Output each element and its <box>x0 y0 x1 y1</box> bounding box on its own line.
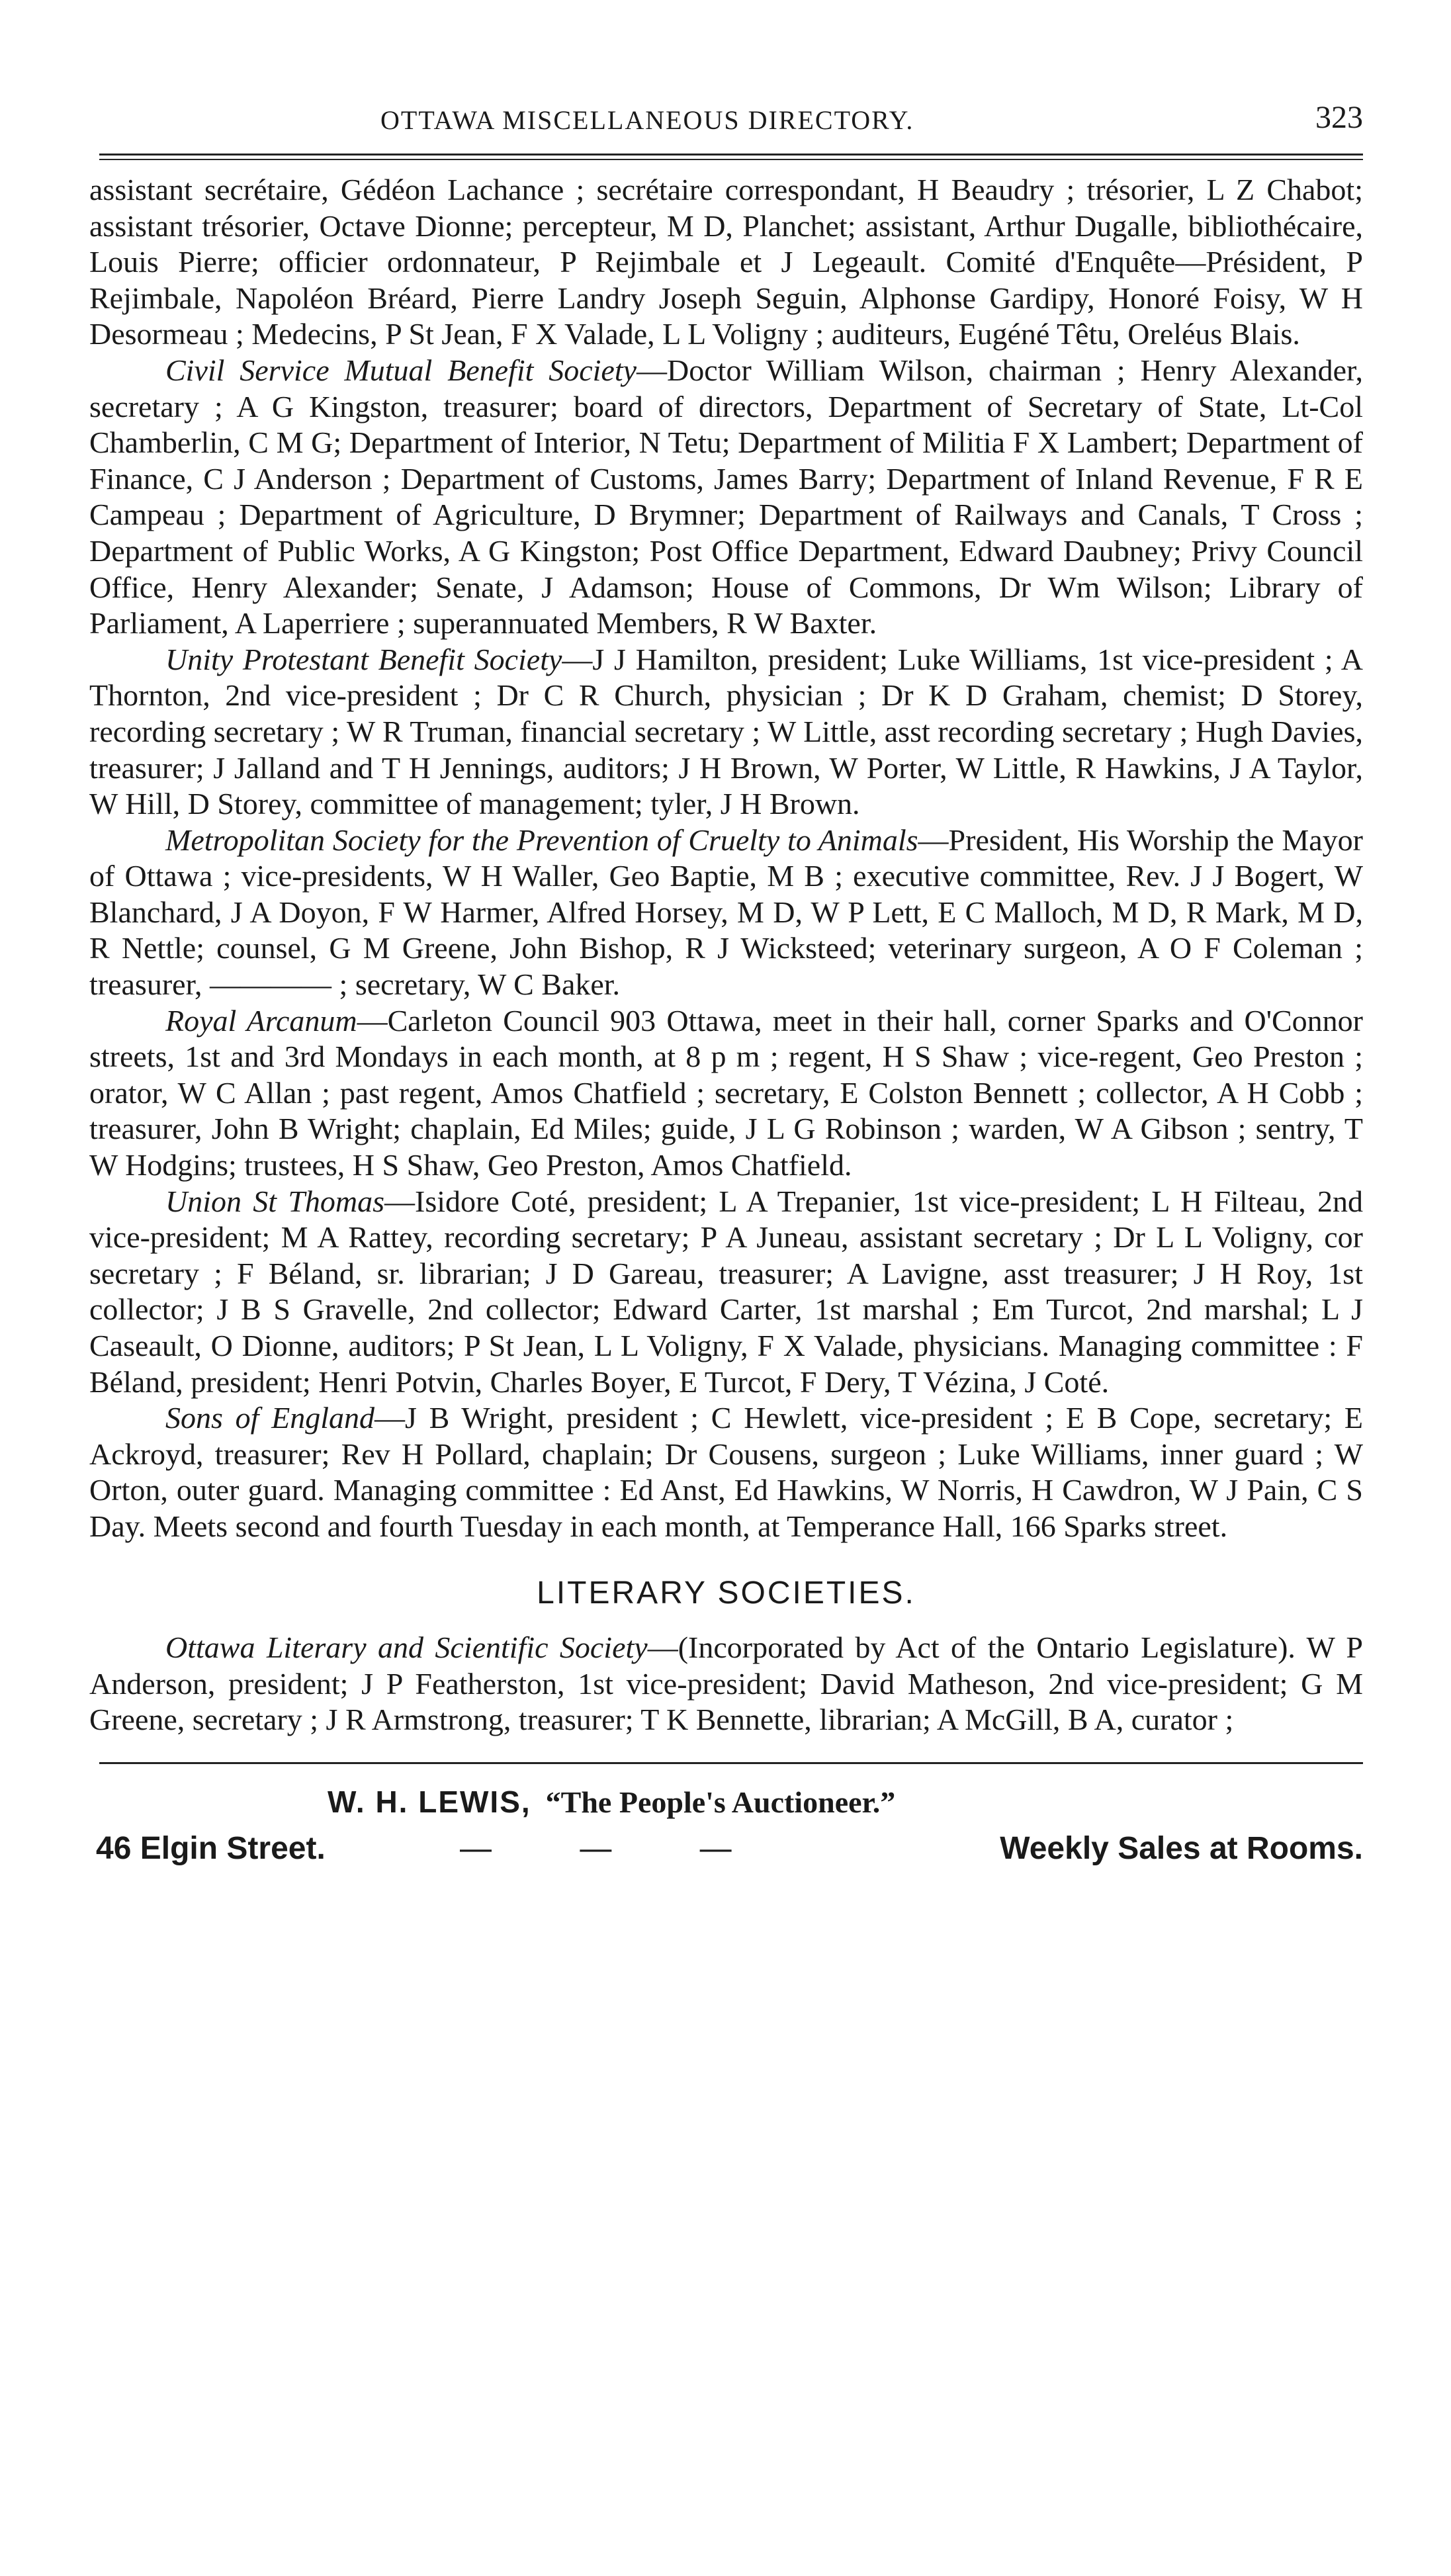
society-name: Unity Protestant Benefit Society <box>165 642 562 676</box>
advertiser-name: W. H. LEWIS, <box>328 1784 531 1819</box>
society-name: Royal Arcanum <box>165 1003 357 1038</box>
directory-body <box>89 172 1363 1738</box>
society-name: Ottawa Literary and Scientific Society <box>165 1630 648 1665</box>
society-name: Sons of England <box>165 1401 375 1435</box>
directory-entry <box>89 353 1363 642</box>
directory-entry <box>89 172 1363 353</box>
society-name: Union St Thomas <box>165 1184 385 1218</box>
entry-text: —Isidore Coté, president; L A Trepanier, 1st vice-president; L H Filteau, 2nd vice-president; M A Rattey, recording secretary; P A Juneau, assistant secretary ; Dr L L Voligny, cor secretary ; F Béland, sr. librarian; J D Gareau, treasurer; A Lavigne, asst treasurer; J H Roy, 1st collector; J B S Gravelle, 2nd collector; Edward Carter, 1st marshal ; Em Turcot, 2nd marshal; L J Caseault, O Dionne, auditors; P St Jean, L L Voligny, F X Valade, physicians. Managing committee : F Béland, president; Henri Potvin, Charles Boyer, E Turcot, F Dery, T Vézina, J Coté. <box>89 1184 1363 1399</box>
advert-dashes: — — — <box>460 1830 771 1866</box>
entry-text: —(Incorporated by Act of the Ontario Legislature). W P Anderson, president; J P Featherston, 1st vice-president; David Matheson, 2nd vice-president; G M Greene, secretary ; J R Armstrong, treasurer; T K Bennette, librarian; A McGill, B A, curator ; <box>89 1630 1363 1737</box>
society-name: Civil Service Mutual Benefit Society <box>165 353 637 387</box>
advert-headline <box>328 1784 895 1820</box>
section-heading: LITERARY SOCIETIES. <box>537 1575 916 1611</box>
entry-text: —President, His Worship the Mayor of Ottawa ; vice-presidents, W H Waller, Geo Baptie, M B ; executive committee, Rev. J J Bogert, W Blanchard, J A Doyon, F W Harmer, Alfred Horsey, M D, W P Lett, E C Malloch, M D, R Mark, M D, R Nettle; counsel, G M Greene, John Bishop, R J Wicksteed; veterinary surgeon, A O F Coleman ; treasurer, ———— ; secretary, W C Baker. <box>89 822 1363 1002</box>
directory-entry <box>89 822 1363 1003</box>
directory-entry <box>89 1003 1363 1184</box>
entry-text: —J J Hamilton, president; Luke Williams, 1st vice-president ; A Thornton, 2nd vice-president ; Dr C R Church, physician ; Dr K D Graham, chemist; D Storey, recording secretary ; W R Truman, financial secretary ; W Little, asst recording secretary ; Hugh Davies, treasurer; J Jalland and T H Jennings, auditors; J H Brown, W Porter, W Little, R Hawkins, J A Taylor, W Hill, D Storey, committee of management; tyler, J H Brown. <box>89 642 1364 821</box>
directory-entry <box>89 642 1363 822</box>
advertisement <box>89 1764 1363 1877</box>
advert-slogan: “The People's Auctioneer.” <box>545 1785 896 1819</box>
page-number: 323 <box>1315 100 1363 135</box>
directory-entry <box>89 1184 1363 1401</box>
entry-text: —Doctor William Wilson, chairman ; Henry Alexander, secretary ; A G Kingston, treasurer; board of directors, Department of Secretary of State, Lt-Col Chamberlin, C M G; Department of Interior, N Tetu; Department of Militia F X Lambert; Department of Finance, C J Anderson ; Department of Customs, James Barry; Department of Inland Revenue, F R E Campeau ; Department of Agriculture, D Brymner; Department of Railways and Canals, T Cross ; Department of Public Works, A G Kingston; Post Office Department, Edward Daubney; Privy Council Office, Henry Alexander; Senate, J Adamson; House of Commons, Dr Wm Wilson; Library of Parliament, A Laperriere ; superannuated Members, R W Baxter. <box>89 353 1363 641</box>
advert-sales: Weekly Sales at Rooms. <box>1000 1830 1363 1866</box>
directory-entry <box>89 1400 1363 1544</box>
entry-text: assistant secrétaire, Gédéon Lachance ; secrétaire correspondant, H Beaudry ; trésorier, L Z Chabot; assistant trésorier, Octave Dionne; percepteur, M D, Planchet; assistant, Arthur Dugalle, bibliothécaire, Louis Pierre; officier ordonnateur, P Rejimbale et J Legeault. Comité d'Enquête—Président, P Rejimbale, Napoléon Bréard, Pierre Landry Joseph Seguin, Alphonse Gardipy, Honoré Foisy, W H Desormeau ; Medecins, P St Jean, F X Valade, L L Voligny ; auditeurs, Eugéné Têtu, Oreléus Blais. <box>89 173 1363 351</box>
header-rule <box>99 154 1363 160</box>
entry-text: —J B Wright, president ; C Hewlett, vice-president ; E B Cope, secretary; E Ackroyd, treasurer; Rev H Pollard, chaplain; Dr Cousens, surgeon ; Luke Williams, inner guard ; W Orton, outer guard. Managing committee : Ed Anst, Ed Hawkins, W Norris, H Cawdron, W J Pain, C S Day. Meets second and fourth Tuesday in each month, at Temperance Hall, 166 Sparks street. <box>89 1401 1364 1543</box>
running-title: OTTAWA MISCELLANEOUS DIRECTORY. <box>380 105 914 135</box>
directory-entry <box>89 1630 1363 1738</box>
society-name: Metropolitan Society for the Prevention of Cruelty to Animals <box>165 822 918 857</box>
directory-page <box>89 93 1363 1877</box>
entry-text: —Carleton Council 903 Ottawa, meet in their hall, corner Sparks and O'Connor streets, 1st and 3rd Mondays in each month, at 8 p m ; regent, H S Shaw ; vice-regent, Geo Preston ; orator, W C Allan ; past regent, Amos Chatfield ; secretary, E Colston Bennett ; collector, A H Cobb ; treasurer, John B Wright; chaplain, Ed Miles; guide, J L G Robinson ; warden, W A Gibson ; sentry, T W Hodgins; trustees, H S Shaw, Geo Preston, Amos Chatfield. <box>89 1003 1363 1182</box>
running-head <box>89 93 1363 146</box>
advert-address: 46 Elgin Street. <box>96 1830 326 1866</box>
